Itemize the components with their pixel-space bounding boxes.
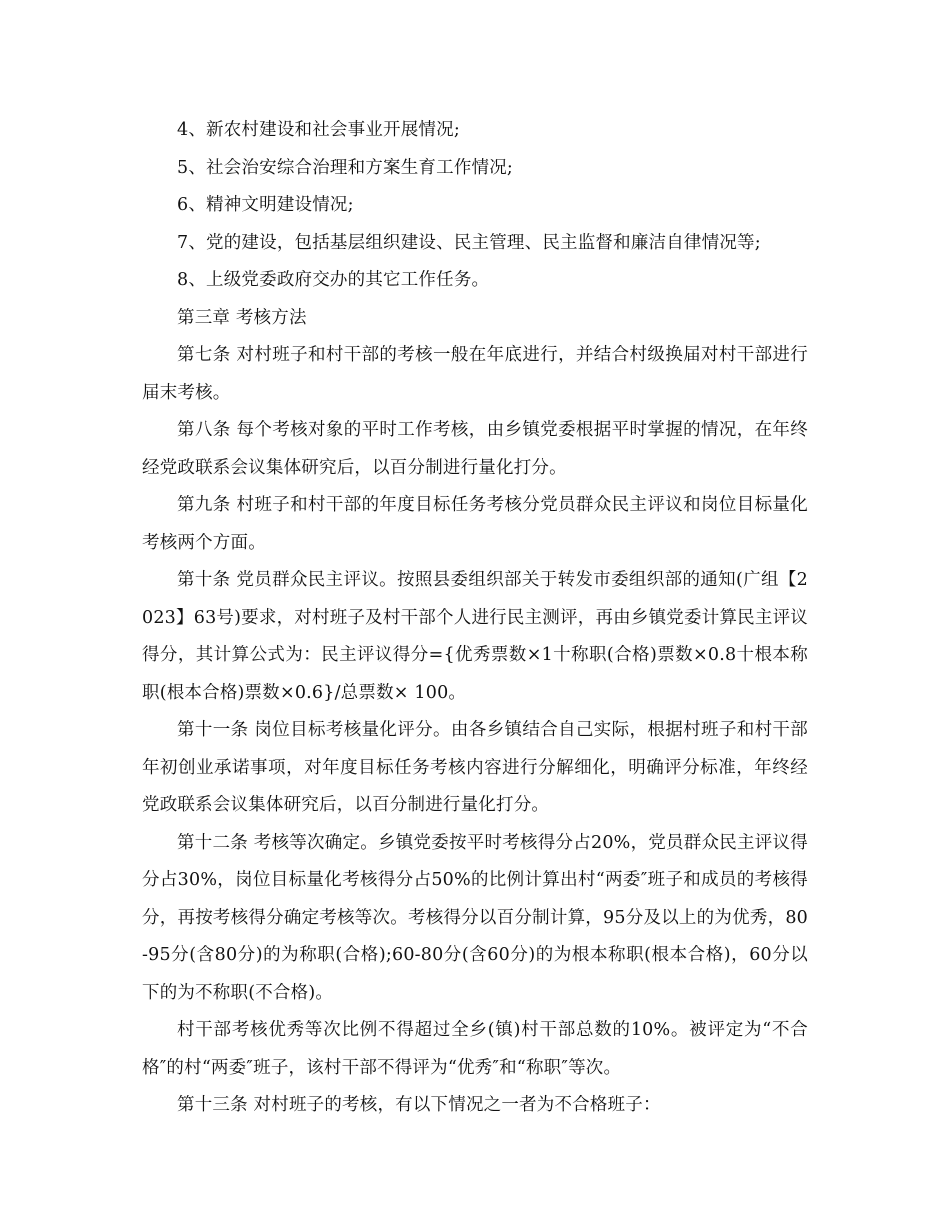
list-item: 6、精神文明建设情况; — [177, 195, 354, 215]
list-item: 4、新农村建设和社会事业开展情况; — [177, 120, 460, 140]
document-body — [142, 112, 808, 1125]
paragraph-article-13: 第十三条 对村班子的考核，有以下情况之一者为不合格班子： — [177, 1095, 661, 1115]
chapter-heading: 第三章 考核方法 — [177, 307, 307, 328]
paragraph-article-7: 第七条 对村班子和村干部的考核一般在年底进行，并结合村级换届对村干部进行届末考核。 — [142, 345, 808, 403]
list-item: 8、上级党委政府交办的其它工作任务。 — [177, 270, 490, 290]
paragraph-article-9: 第九条 村班子和村干部的年度目标任务考核分党员群众民主评议和岗位目标量化考核两个方面。 — [142, 495, 808, 553]
paragraph-excellence-quota: 村干部考核优秀等次比例不得超过全乡(镇)村干部总数的10%。被评定为“不合格″的村“两委″班子，该村干部不得评为“优秀″和“称职″等次。 — [142, 1020, 808, 1078]
paragraph-article-12: 第十二条 考核等次确定。乡镇党委按平时考核得分占20%，党员群众民主评议得分占30%，岗位目标量化考核得分占50%的比例计算出村“两委″班子和成员的考核得分，再按考核得分确定考核等次。考核得分以百分制计算，95分及以上的为优秀，80-95分(含80分)的为称职(合格);60-80分(含60分)的为根本称职(根本合格)，60分以下的为不称职(不合格)。 — [142, 832, 808, 1003]
list-item: 5、社会治安综合治理和方案生育工作情况; — [177, 157, 514, 178]
paragraph-article-11: 第十一条 岗位目标考核量化评分。由各乡镇结合自己实际，根据村班子和村干部年初创业承诺事项，对年度目标任务考核内容进行分解细化，明确评分标准，年终经党政联系会议集体研究后，以百分制进行量化打分。 — [142, 720, 808, 815]
list-item: 7、党的建设，包括基层组织建设、民主管理、民主监督和廉洁自律情况等; — [177, 232, 761, 253]
paragraph-article-10: 第十条 党员群众民主评议。按照县委组织部关于转发市委组织部的通知(广组【2023】63号)要求，对村班子及村干部个人进行民主测评，再由乡镇党委计算民主评议得分，其计算公式为：民主评议得分={优秀票数×1十称职(合格)票数×0.8十根本称职(根本合格)票数×0.6}/总票数× 100。 — [142, 570, 808, 703]
paragraph-article-8: 第八条 每个考核对象的平时工作考核，由乡镇党委根据平时掌握的情况，在年终经党政联系会议集体研究后，以百分制进行量化打分。 — [142, 420, 808, 478]
